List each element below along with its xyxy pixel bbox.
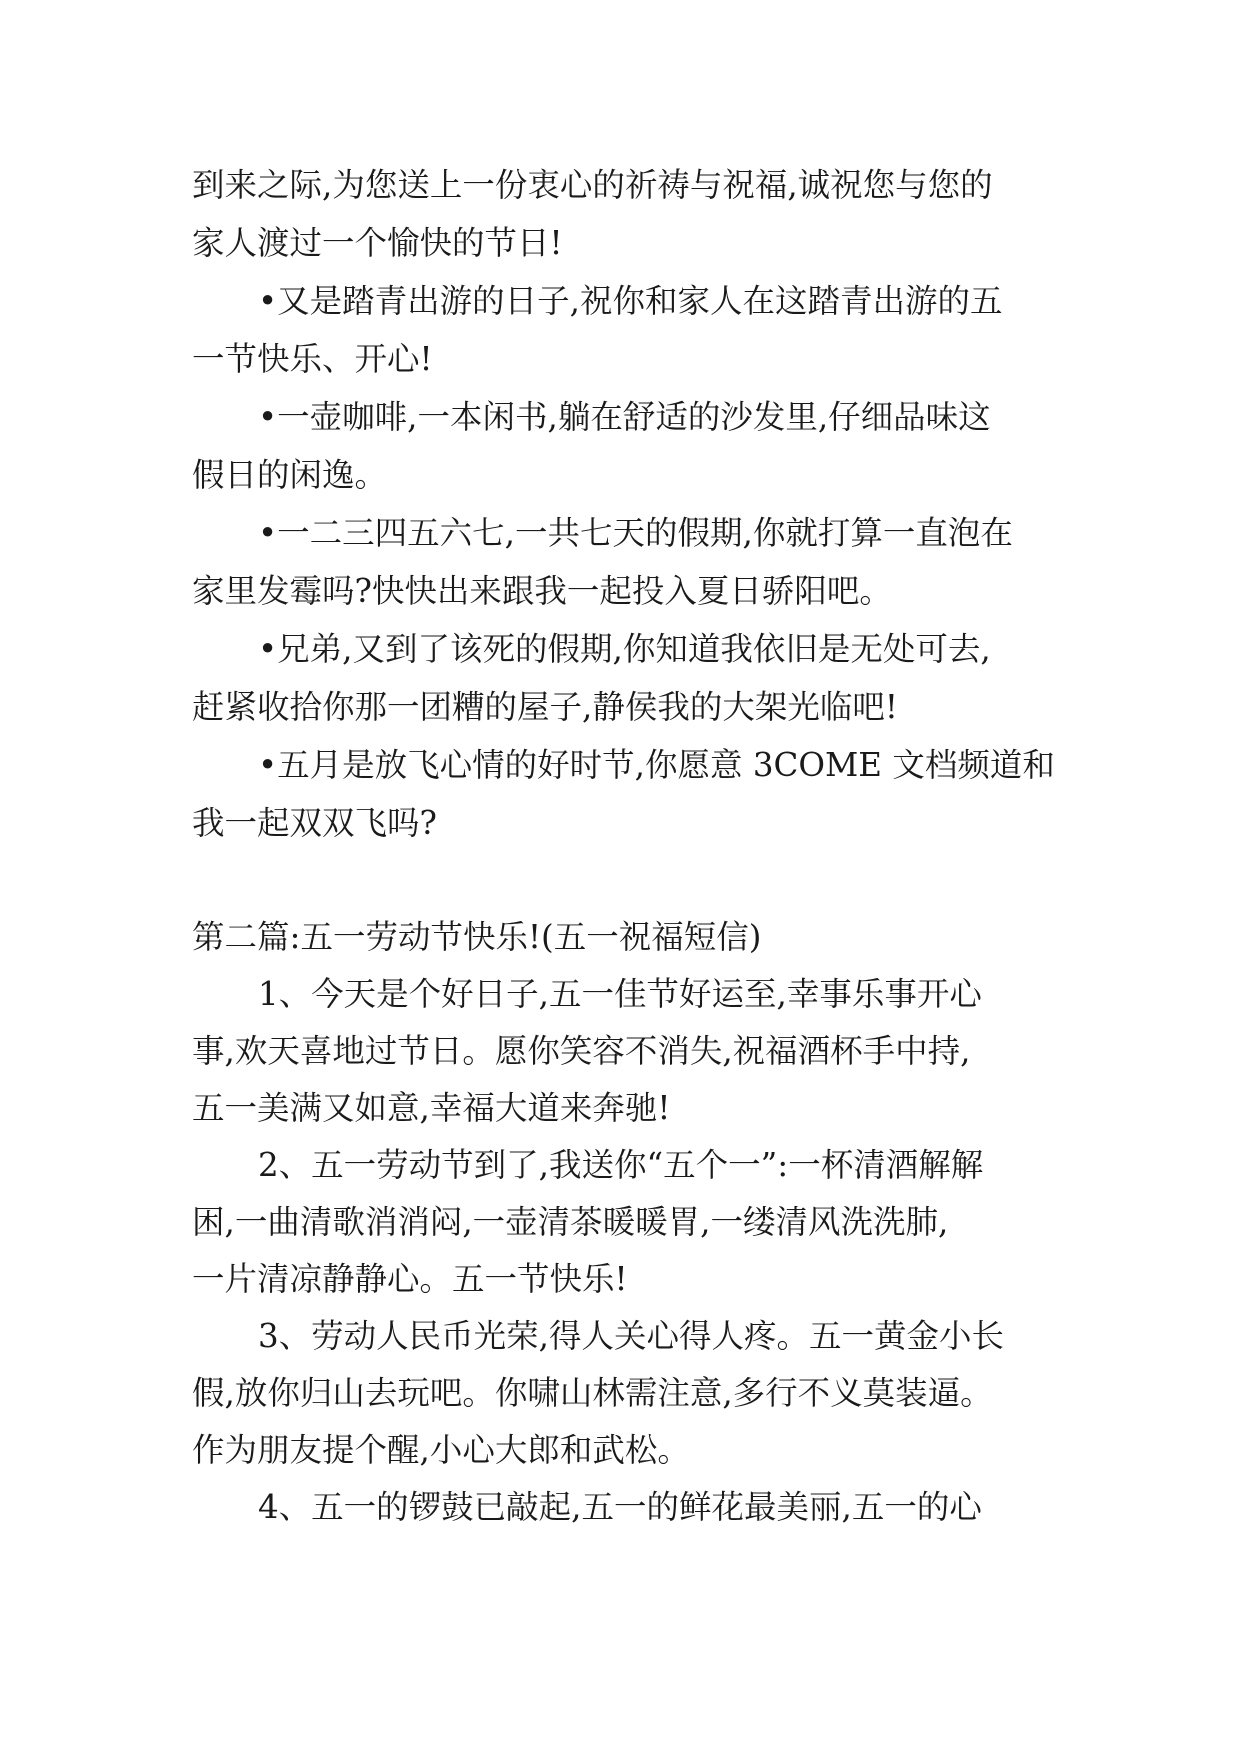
text-line: 赶紧收拾你那一团糟的屋子,静侯我的大架光临吧! [192,688,898,726]
section-heading: 第二篇:五一劳动节快乐!(五一祝福短信) [192,918,762,956]
bullet-item: •一壶咖啡,一本闲书,躺在舒适的沙发里,仔细品味这 [258,398,991,436]
text-line: 一节快乐、开心! [192,340,433,378]
text-line: 假日的闲逸。 [192,456,388,494]
text-line: 家人渡过一个愉快的节日! [192,224,563,262]
text-line: 到来之际,为您送上一份衷心的祈祷与祝福,诚祝您与您的 [192,166,993,204]
text-line: 我一起双双飞吗? [192,804,437,842]
text-line: 家里发霉吗?快快出来跟我一起投入夏日骄阳吧。 [192,572,892,610]
bullet-item: •一二三四五六七,一共七天的假期,你就打算一直泡在 [258,514,1013,552]
text-line: 一片清凉静静心。五一节快乐! [192,1260,628,1298]
bullet-item: •五月是放飞心情的好时节,你愿意 3COME 文档频道和 [258,746,1055,784]
numbered-item: 3、劳动人民币光荣,得人关心得人疼。五一黄金小长 [258,1317,1005,1355]
numbered-item: 2、五一劳动节到了,我送你“五个一”:一杯清酒解解 [258,1146,984,1184]
bullet-item: •又是踏青出游的日子,祝你和家人在这踏青出游的五 [258,282,1003,320]
text-line: 作为朋友提个醒,小心大郎和武松。 [192,1431,690,1469]
text-line: 假,放你归山去玩吧。你啸山林需注意,多行不义莫装逼。 [192,1374,993,1412]
bullet-item: •兄弟,又到了该死的假期,你知道我依旧是无处可去, [258,630,991,668]
text-line: 事,欢天喜地过节日。愿你笑容不消失,祝福酒杯手中持, [192,1032,971,1070]
numbered-item: 4、五一的锣鼓已敲起,五一的鲜花最美丽,五一的心 [258,1488,982,1526]
text-line: 困,一曲清歌消消闷,一壶清茶暖暖胃,一缕清风洗洗肺, [192,1203,949,1241]
text-line: 五一美满又如意,幸福大道来奔驰! [192,1089,671,1127]
numbered-item: 1、今天是个好日子,五一佳节好运至,幸事乐事开心 [258,975,982,1013]
